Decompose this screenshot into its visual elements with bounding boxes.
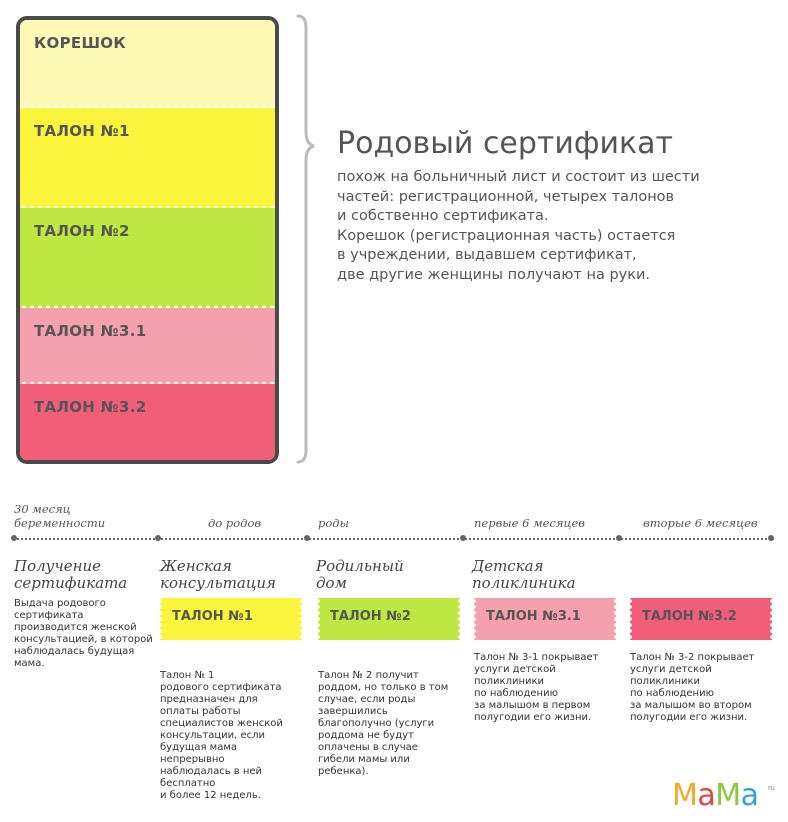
- column-text-receive: Выдача родового сертификата производится женской консультацией, в которой наблюдалась будущая мама.: [14, 598, 153, 669]
- intro-description: [337, 168, 737, 285]
- curly-brace: [292, 14, 318, 464]
- ticket-coupon-1: [160, 598, 302, 640]
- perforation: [300, 598, 302, 640]
- ticket-coupon-3-2: [630, 598, 772, 640]
- column-text-maternity: Талон № 2 получит роддом, но только в том случае, если роды завершились благополучно (услуги роддома не будут оплачены в случае гибели мамы или ребенка).: [318, 670, 449, 777]
- timeline-dot: [616, 535, 622, 541]
- ticket-coupon-2: [318, 598, 460, 640]
- timeline-dot: [304, 535, 310, 541]
- perforation: [770, 598, 772, 640]
- stage-birth: роды: [318, 516, 349, 530]
- intro-line: частей: регистрационной, четырех талонов: [337, 188, 675, 205]
- brand-logo: [672, 778, 775, 813]
- stage-first-6-months: первые 6 месяцев: [474, 516, 585, 530]
- certificate-stub: [20, 20, 275, 108]
- ticket-coupon-3-1: [474, 598, 616, 640]
- perforation: [474, 598, 476, 640]
- timeline-axis: [14, 538, 774, 540]
- certificate-coupon-1: [20, 108, 275, 208]
- perforation: [614, 598, 616, 640]
- intro-line: похож на больничный лист и состоит из шести: [337, 169, 700, 185]
- intro-line: и собственно сертификата.: [337, 208, 549, 224]
- coupon-2-label: ТАЛОН №2: [34, 222, 130, 240]
- logo-letter: а: [740, 778, 759, 813]
- column-title-womens-clinic: Женская консультация: [160, 557, 276, 592]
- stage-before-birth: до родов: [208, 516, 262, 530]
- intro-line: Корешок (регистрационная часть) остается: [337, 227, 676, 244]
- coupon-3-1-label: ТАЛОН №3.1: [34, 322, 147, 340]
- column-title-maternity: Родильный дом: [316, 557, 404, 592]
- perforation: [318, 598, 320, 640]
- ticket-label: ТАЛОН №3.1: [486, 609, 581, 624]
- coupon-3-2-label: ТАЛОН №3.2: [34, 398, 147, 416]
- ticket-label: ТАЛОН №2: [330, 609, 411, 624]
- timeline-dot: [155, 535, 161, 541]
- logo-suffix: ru: [768, 784, 775, 792]
- coupon-1-label: ТАЛОН №1: [34, 122, 130, 140]
- stub-label: КОРЕШОК: [34, 34, 126, 52]
- certificate-coupon-3-2: [20, 384, 275, 460]
- column-title-childrens-clinic: Детская поликлиника: [472, 557, 576, 592]
- page-title: Родовый сертификат: [337, 126, 674, 161]
- logo-letter: М: [672, 778, 698, 813]
- logo-letter: М: [715, 778, 741, 813]
- timeline-dot: [768, 535, 774, 541]
- perforation: [160, 598, 162, 640]
- column-title-receive: Получение сертификата: [14, 557, 128, 592]
- certificate-illustration: [16, 16, 279, 464]
- timeline-dot: [460, 535, 466, 541]
- certificate-coupon-2: [20, 208, 275, 308]
- column-text-second-half: Талон № 3-2 покрывает услуги детской поликлиники по наблюдению за малышом во втором полугодии его жизни.: [630, 652, 755, 723]
- perforation: [630, 598, 632, 640]
- perforation: [458, 598, 460, 640]
- ticket-label: ТАЛОН №3.2: [642, 609, 737, 624]
- timeline-dot: [11, 535, 17, 541]
- intro-line: две другие женщины получают на руки.: [337, 266, 651, 283]
- ticket-label: ТАЛОН №1: [172, 609, 253, 624]
- certificate-coupon-3-1: [20, 308, 275, 384]
- column-text-first-half: Талон № 3-1 покрывает услуги детской поликлиники по наблюдению за малышом в первом полугодии его жизни.: [474, 652, 599, 723]
- intro-line: в учреждении, выдавшем сертификат,: [337, 247, 637, 263]
- stage-30-month: 30 месяц беременности: [14, 502, 106, 530]
- stage-second-6-months: вторые 6 месяцев: [643, 516, 758, 530]
- logo-letter: а: [697, 778, 716, 813]
- column-text-womens-clinic: Талон № 1 родового сертификата предназначен для оплаты работы специалистов женской консультации, если будущая мама непрерывно наблюдалась в ней бесплатно и более 12 недель.: [160, 670, 283, 801]
